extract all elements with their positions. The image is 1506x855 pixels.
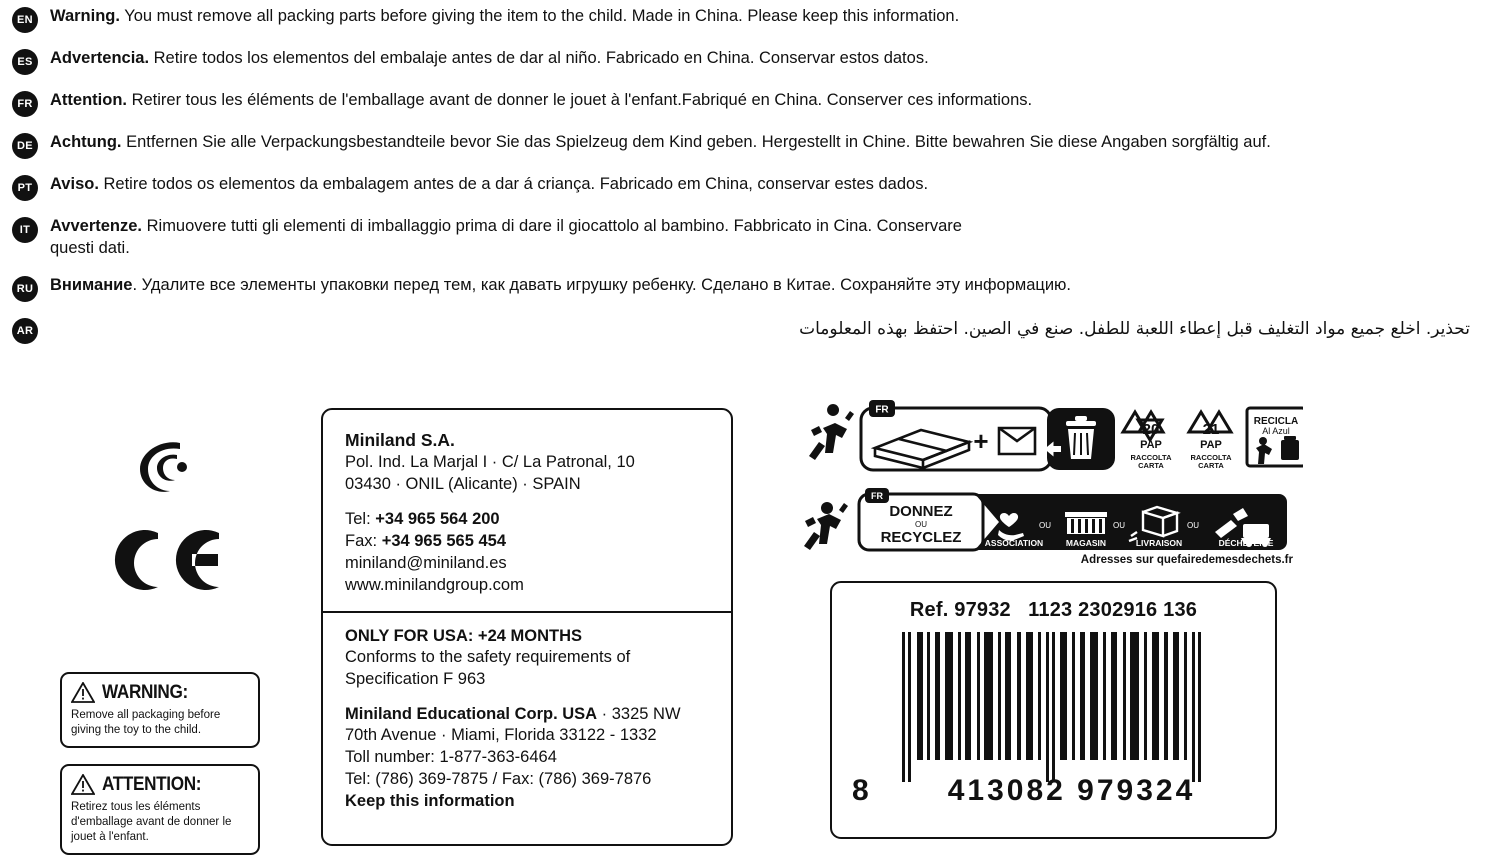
- warning-row-it: [12, 216, 1502, 260]
- svg-text:OU: OU: [1187, 521, 1199, 530]
- warning-body-fr: Retirer tous les éléments de l'emballage avant de donner le jouet à l'enfant.Fabriqué en China. Conserver ces informations.: [126, 91, 1033, 109]
- svg-text:OU: OU: [1039, 521, 1051, 530]
- svg-text:FR: FR: [875, 404, 889, 416]
- svg-text:DONNEZ: DONNEZ: [889, 503, 953, 520]
- barcode-reference: [832, 599, 1275, 622]
- warning-box-fr-title: ATTENTION:: [102, 773, 202, 795]
- warning-bold-it: Avvertenze.: [50, 217, 147, 235]
- company-address-line-1: Pol. Ind. La Marjal I · C/ La Patronal, 10: [345, 453, 635, 471]
- language-badge-fr: FR: [12, 91, 38, 117]
- warning-body-de: Entfernen Sie alle Verpackungsbestandteile bevor Sie das Spielzeug dem Kind geben. Hergestellt in Chine. Bitte bewahren Sie diese Angaben sorgfältig auf.: [121, 133, 1271, 151]
- svg-text:+: +: [973, 426, 989, 456]
- banner-footer-text: Adresses sur quefairedemesdechets.fr: [1080, 554, 1293, 566]
- warnings-list: [12, 6, 1502, 359]
- spacer: [345, 496, 709, 509]
- manufacturer-address-card: [321, 408, 733, 846]
- warning-box-fr-head: [71, 773, 249, 796]
- warning-row-de: [12, 132, 1502, 159]
- svg-text:DÉCHÈTERIE: DÉCHÈTERIE: [1218, 538, 1274, 548]
- usa-heading: ONLY FOR USA: +24 MONTHS: [345, 626, 583, 645]
- warning-text-pt: [50, 174, 928, 196]
- warning-body-es: Retire todos los elementos del embalaje antes de dar al niño. Fabricado en China. Conservar estos datos.: [149, 49, 929, 67]
- svg-text:MAGASIN: MAGASIN: [1065, 538, 1107, 548]
- keep-information-note: Keep this information: [345, 792, 515, 811]
- pap-21-icon: [1189, 412, 1232, 470]
- svg-text:RECYCLEZ: RECYCLEZ: [880, 529, 962, 546]
- packaging-group: [861, 400, 1051, 470]
- donnez-banner-svg: [803, 488, 1293, 563]
- usa-conformity-line-1: Conforms to the safety requirements of: [345, 647, 631, 666]
- warning-triangle-icon: [71, 682, 95, 703]
- warning-box-fr: [60, 764, 260, 855]
- usa-tel-fax: Tel: (786) 369-7875 / Fax: (786) 369-7876: [345, 770, 652, 789]
- usa-conformity-line-2: Specification F 963: [345, 669, 486, 688]
- barcode-digits: 413082 979324: [947, 774, 1196, 807]
- language-badge-pt: PT: [12, 175, 38, 201]
- svg-text:CARTA: CARTA: [1138, 461, 1164, 470]
- company-name: Miniland S.A.: [345, 430, 455, 450]
- pap-20-icon: [1123, 412, 1172, 470]
- warning-row-en: [12, 6, 1502, 33]
- recicla-al-azul-icon: [1247, 408, 1303, 466]
- tel-value: +34 965 564 200: [375, 509, 500, 528]
- svg-text:RECICLA: RECICLA: [1253, 416, 1299, 427]
- language-badge-de: DE: [12, 133, 38, 159]
- warning-body-ru: . Удалите все элементы упаковки перед тем, как давать игрушку ребенку. Сделано в Китае. Сохраняйте эту информацию.: [132, 275, 1072, 294]
- tel-label: Tel:: [345, 509, 376, 528]
- svg-text:LIVRAISON: LIVRAISON: [1135, 538, 1183, 548]
- triman-icon: [809, 404, 854, 460]
- svg-text:PAP: PAP: [1140, 439, 1162, 451]
- warning-row-ar: [12, 317, 1502, 344]
- warning-row-ru: [12, 275, 1502, 302]
- warning-box-en-body: Remove all packaging before giving the toy to the child.: [71, 707, 221, 736]
- usa-address-line: 70th Avenue · Miami, Florida 33122 - 1332: [345, 726, 657, 745]
- warning-text-ar: تحذير. اخلع جميع مواد التغليف قبل إعطاء اللعبة للطفل. صنع في الصين. احتفظ بهذه المعلومات: [799, 318, 1470, 339]
- spacer: [345, 691, 709, 704]
- svg-text:OU: OU: [1113, 521, 1125, 530]
- svg-text:21: 21: [1202, 421, 1220, 438]
- warning-box-en-title: WARNING:: [102, 681, 188, 703]
- company-fax: [345, 531, 709, 553]
- svg-text:CARTA: CARTA: [1198, 461, 1224, 470]
- language-badge-ar: AR: [12, 318, 38, 344]
- warning-body-en: You must remove all packing parts before giving the item to the child. Made in China. Please keep this information.: [119, 7, 960, 25]
- card-divider: [323, 611, 731, 613]
- warning-body-pt: Retire todos os elementos da embalagem antes de a dar á criança. Fabricado em China, conservar estes dados.: [98, 175, 929, 193]
- warning-text-en: [50, 6, 959, 28]
- triman-icon: [804, 502, 848, 550]
- warning-text-fr: [50, 90, 1032, 112]
- warning-bold-pt: Aviso.: [50, 175, 99, 193]
- language-badge-ru: RU: [12, 276, 38, 302]
- company-tel: [345, 509, 709, 531]
- language-badge-it: IT: [12, 217, 38, 243]
- svg-text:PAP: PAP: [1200, 439, 1222, 451]
- usa-company-line: [345, 704, 709, 726]
- warning-bold-de: Achtung.: [50, 133, 122, 151]
- svg-text:Al Azul: Al Azul: [1262, 426, 1290, 436]
- lower-section: [0, 400, 1506, 849]
- svg-text:RACCOLTA: RACCOLTA: [1190, 453, 1232, 462]
- fax-label: Fax:: [345, 531, 382, 550]
- company-address-line-2: 03430 · ONIL (Alicante) · SPAIN: [345, 474, 581, 493]
- barcode-lead-digit: 8: [852, 774, 869, 807]
- svg-text:RACCOLTA: RACCOLTA: [1130, 453, 1172, 462]
- warning-row-pt: [12, 174, 1502, 201]
- barcode-box: [830, 581, 1277, 839]
- warning-text-es: [50, 48, 929, 70]
- gls-toy-safety-icon: [130, 433, 196, 499]
- usa-toll-number: Toll number: 1-877-363-6464: [345, 748, 557, 767]
- barcode-graphic: [832, 632, 1275, 810]
- warning-bold-es: Advertencia.: [50, 49, 150, 67]
- warning-text-it: [50, 216, 970, 260]
- warning-bold-en: Warning.: [50, 7, 120, 25]
- ce-mark-icon: [114, 525, 224, 595]
- fax-value: +34 965 565 454: [381, 531, 507, 550]
- barcode-ref-label: Ref. 97932: [909, 599, 1011, 621]
- warning-bold-fr: Attention.: [50, 91, 127, 109]
- usa-company-rest: · 3325 NW: [597, 704, 681, 723]
- usa-company-name: Miniland Educational Corp. USA: [345, 704, 598, 723]
- recycling-icon-row: [803, 400, 1303, 478]
- warning-box-fr-body: Retirez tous les éléments d'emballage avant de donner le jouet à l'enfant.: [71, 799, 232, 843]
- recycling-icons-svg: [803, 400, 1303, 478]
- warning-row-fr: [12, 90, 1502, 117]
- svg-text:OU: OU: [915, 520, 927, 529]
- company-email: miniland@miniland.es: [345, 553, 507, 572]
- warning-bold-ru: Внимание: [50, 275, 133, 294]
- svg-text:20: 20: [1142, 421, 1160, 438]
- warning-box-en-head: [71, 681, 249, 704]
- svg-text:ASSOCIATION: ASSOCIATION: [984, 538, 1044, 548]
- warning-text-de: [50, 132, 1271, 154]
- warning-box-en: [60, 672, 260, 748]
- language-badge-en: EN: [12, 7, 38, 33]
- company-website: www.minilandgroup.com: [345, 575, 524, 594]
- warning-row-es: [12, 48, 1502, 75]
- trash-bin-icon: [1045, 408, 1116, 470]
- warning-body-it: Rimuovere tutti gli elementi di imballaggio prima di dare il giocattolo al bambino. Fabbricato in Cina. Conservare questi dati.: [50, 217, 962, 257]
- svg-text:FR: FR: [871, 491, 883, 501]
- donnez-recyclez-banner: [803, 488, 1293, 566]
- warning-text-ru: [50, 275, 1071, 297]
- barcode-ref-extra: 1123 2302916 136: [1028, 599, 1198, 621]
- warning-triangle-icon: [71, 774, 95, 795]
- language-badge-es: ES: [12, 49, 38, 75]
